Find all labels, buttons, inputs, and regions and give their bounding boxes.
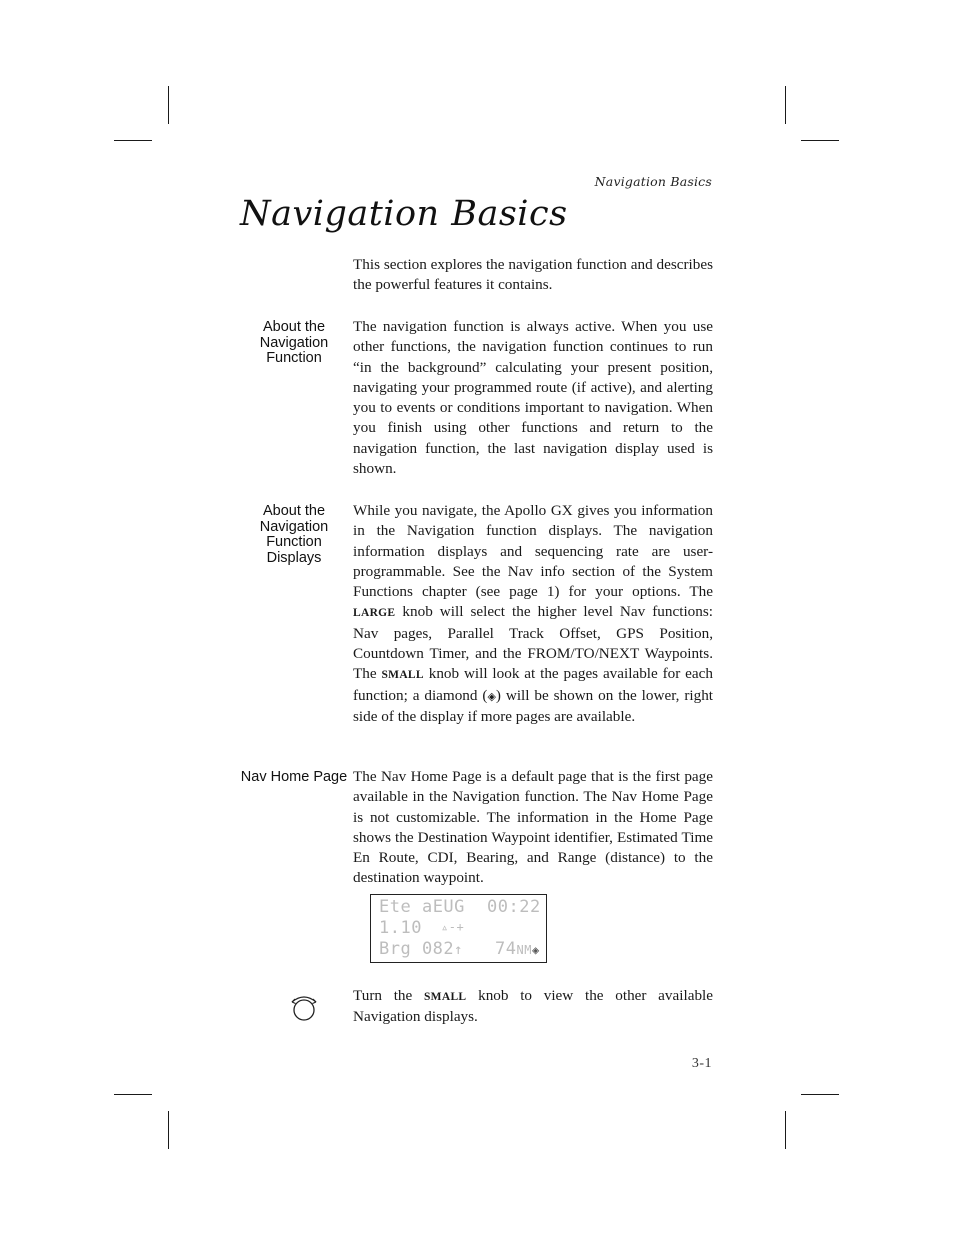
page-number: 3-1: [691, 1056, 712, 1071]
running-head: Navigation Basics: [594, 174, 712, 189]
cdi-icon: ▵-+: [441, 920, 465, 934]
nav-home-page-paragraph: The Nav Home Page is a default page that is the first page available in the Navigation function. The Nav Home Page is not customizable. The information in the Home Page shows the Destination Waypoint identifier, Estimated Time En Route, CDI, Bearing, and Range (distance) to the destination waypoint.: [353, 768, 713, 887]
crop-mark: [114, 140, 152, 141]
intro-paragraph: This section explores the navigation function and describes the powerful features it contains.: [353, 256, 713, 294]
about-navigation-function-paragraph: The navigation function is always active. When you use other functions, the navigation function continues to run “in the background” calculating your present position, navigating your programmed route (if active), and alerting you to events or conditions important to navigation. When you finish using other functions and return to the navigation function, the last navigation display used is shown.: [353, 318, 713, 478]
crop-mark: [168, 86, 169, 124]
page-title: Navigation Basics: [240, 194, 568, 234]
side-heading-nav-home-page: Nav Home Page: [240, 769, 348, 785]
small-knob-label: SMALL: [381, 669, 424, 682]
knob-instruction: Turn the SMALL knob to view the other available Navigation displays.: [353, 987, 713, 1026]
crop-mark: [785, 86, 786, 124]
small-knob-icon: [286, 994, 322, 1024]
lcd-line-1: Ete aEUG: [379, 897, 465, 917]
lcd-line-3: [379, 939, 463, 959]
crop-mark: [801, 1094, 839, 1095]
side-heading-navigation-displays: About the Navigation Function Displays: [259, 503, 329, 566]
lcd-ete-value: 00:22: [487, 897, 541, 917]
lcd-cdi-value: 1.10: [379, 918, 422, 938]
lcd-waypoint: aEUG: [421, 897, 465, 917]
crop-mark: [168, 1111, 169, 1149]
large-knob-label: LARGE: [353, 607, 396, 620]
lcd-line-2: [379, 918, 422, 938]
lcd-bearing: Brg 082: [379, 939, 455, 959]
side-heading-about-navigation-function: About the Navigation Function: [259, 319, 329, 367]
lcd-range: 74NM◈: [495, 939, 540, 959]
diamond-icon: ◈: [487, 689, 496, 703]
crop-mark: [114, 1094, 152, 1095]
crop-mark: [785, 1111, 786, 1149]
lcd-diamond-icon: ◈: [531, 943, 540, 957]
lcd-display: [370, 894, 547, 963]
bearing-arrow-icon: ↑: [454, 942, 464, 958]
small-knob-label: SMALL: [423, 991, 467, 1003]
crop-mark: [801, 140, 839, 141]
navigation-displays-paragraph: While you navigate, the Apollo GX gives you information in the Navigation function displays. The navigation information displays and sequencing rate are user-programmable. See the Nav info section of the System Functions chapter (see page 1) for your options. The LARGE knob will select the higher level Nav functions: Nav pages, Parallel Track Offset, GPS Position, Countdown Timer, and the FROM/TO/NEXT Waypoints. The SMALL knob will look at the pages available for each function; a diamond (◈) will be shown on the lower, right side of the display if more pages are available.: [353, 502, 714, 725]
